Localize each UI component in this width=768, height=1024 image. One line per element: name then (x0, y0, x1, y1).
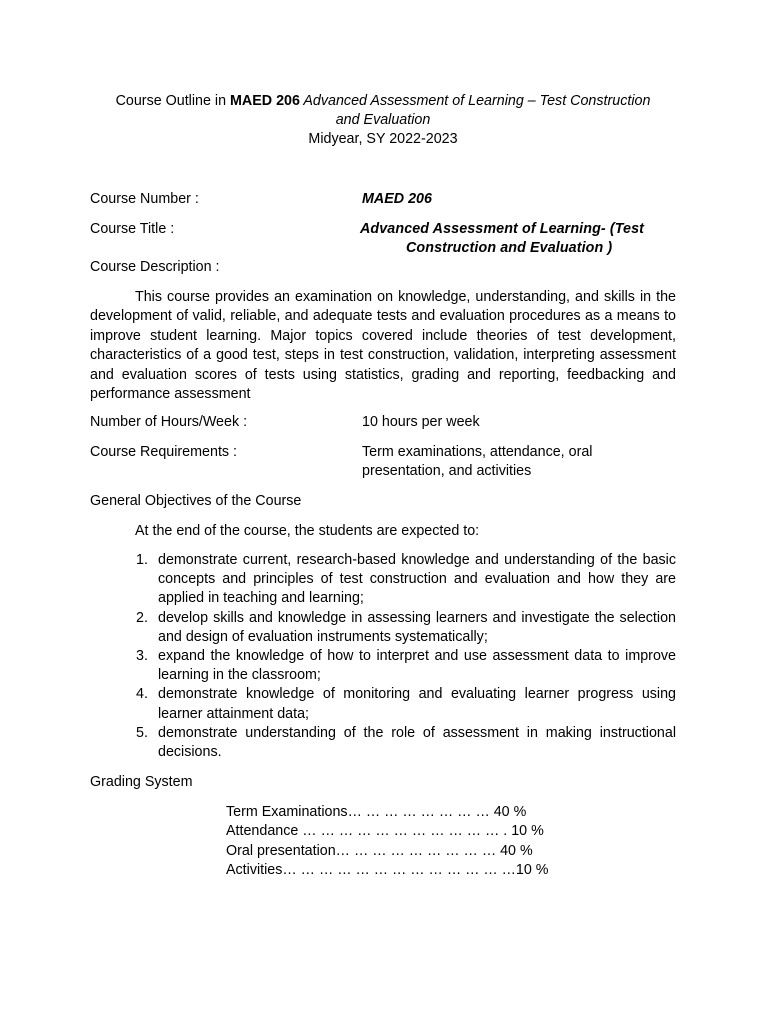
objective-item (90, 609, 676, 647)
document-header (90, 92, 676, 149)
objective-number: 3. (136, 648, 148, 665)
grading-heading: Grading System (90, 774, 193, 790)
objective-number: 5. (136, 724, 148, 741)
header-term: Midyear, SY 2022-2023 (308, 131, 458, 147)
objectives-heading: General Objectives of the Course (90, 493, 302, 509)
requirements-label: Course Requirements : (90, 444, 238, 460)
course-description-label: Course Description : (90, 259, 220, 275)
course-title-value-line-2: Construction and Evaluation ) (406, 240, 613, 257)
grading-list (226, 803, 549, 880)
objective-number: 1. (136, 552, 148, 568)
objective-item (90, 647, 676, 685)
requirements-value (362, 443, 676, 482)
grading-item-attendance: Attendance … … … … … … … … … … … . 10 % (226, 823, 544, 840)
course-number-value: MAED 206 (362, 191, 432, 207)
objective-text: demonstrate current, research-based knowledge and understanding of the basic concepts and principles of test construction and evaluation and how they are applied in teaching and learning; (158, 552, 676, 607)
grading-item-term-examinations: Term Examinations… … … … … … … … 40 % (226, 804, 527, 820)
header-title-line-1: Advanced Assessment of Learning – Test Construction (299, 93, 651, 109)
course-number-label: Course Number : (90, 191, 199, 207)
objective-item (90, 724, 676, 762)
objective-text: demonstrate understanding of the role of assessment in making instructional decisions. (158, 724, 676, 761)
course-description-text: This course provides an examination on knowledge, understanding, and skills in the development of valid, reliable, and adequate tests and evaluation procedures as a means to improve student learning. Major topics covered include theories of test development, characteristics of a good test, steps in test construction, validation, interpreting assessment and evaluation scores of tests using statistics, grading and reporting, feedbacking and performance assessment (90, 289, 676, 403)
header-title-line-2: and Evaluation (335, 112, 431, 128)
requirements-value-line-2: presentation, and activities (362, 463, 532, 480)
course-title-value (360, 220, 660, 259)
objective-item (90, 551, 676, 609)
objective-number: 2. (136, 609, 148, 626)
hours-value: 10 hours per week (362, 414, 480, 430)
objective-item (90, 685, 676, 723)
grading-item-activities: Activities… … … … … … … … … … … … …10 % (226, 861, 549, 878)
requirements-value-line-1: Term examinations, attendance, oral (362, 444, 593, 460)
header-prefix: Course Outline in (115, 93, 231, 109)
objective-text: develop skills and knowledge in assessing learners and investigate the selection and design of evaluation instruments systematically; (158, 609, 676, 645)
course-title-value-line-1: Advanced Assessment of Learning- (Test (360, 221, 644, 237)
objective-text: expand the knowledge of how to interpret and use assessment data to improve learning in the classroom; (158, 648, 676, 684)
objective-text: demonstrate knowledge of monitoring and evaluating learner progress using learner attainment data; (158, 686, 676, 722)
objectives-intro: At the end of the course, the students are expected to: (135, 523, 480, 539)
objectives-list (90, 551, 676, 762)
objective-number: 4. (136, 686, 148, 703)
course-title-label: Course Title : (90, 221, 175, 237)
grading-item-oral-presentation: Oral presentation… … … … … … … … … 40 % (226, 842, 533, 859)
header-course-code: MAED 206 (230, 93, 300, 109)
header-line-1 (90, 92, 676, 111)
hours-label: Number of Hours/Week : (90, 414, 248, 430)
